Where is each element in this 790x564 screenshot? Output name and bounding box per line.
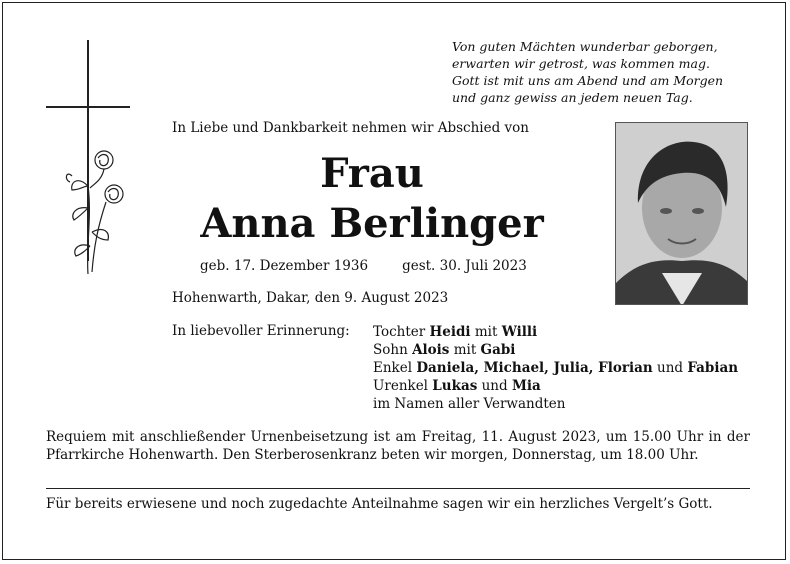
divider <box>46 488 750 489</box>
death-date: gest. 30. Juli 2023 <box>402 258 527 274</box>
life-dates <box>200 258 527 274</box>
mourner-line: Enkel Daniela, Michael, Julia, Florian und Fabian <box>373 360 739 376</box>
place-date: Hohenwarth, Dakar, den 9. August 2023 <box>172 290 449 306</box>
birth-date: geb. 17. Dezember 1936 <box>200 258 369 274</box>
memory-label: In liebevoller Erinnerung: <box>172 323 350 339</box>
mourner-line: Tochter Heidi mit Willi <box>373 324 538 340</box>
poem-quote: Von guten Mächten wunderbar geborgen, erwarten wir getrost, was kommen mag. Gott ist mit uns am Abend und am Morgen und ganz gewiss an jedem neuen Tag. <box>452 39 724 105</box>
mourners-list <box>373 323 738 413</box>
mourner-line: im Namen aller Verwandten <box>373 396 566 412</box>
mourner-line: Urenkel Lukas und Mia <box>373 378 541 394</box>
roses-icon <box>58 146 130 276</box>
deceased-name: Anna Berlinger <box>200 200 544 247</box>
intro-text: In Liebe und Dankbarkeit nehmen wir Abschied von <box>172 120 529 136</box>
mourner-line: Sohn Alois mit Gabi <box>373 342 516 358</box>
requiem-text: Requiem mit anschließender Urnenbeisetzung ist am Freitag, 11. August 2023, um 15.00 Uhr in der Pfarrkirche Hohenwarth. Den Sterberosenkranz beten wir morgen, Donnerstag, um 18.00 Uhr. <box>46 429 750 463</box>
cross-bar <box>46 106 130 108</box>
salutation: Frau <box>320 150 424 197</box>
portrait-photo <box>615 122 748 305</box>
thanks-text: Für bereits erwiesene und noch zugedachte Anteilnahme sagen wir ein herzliches Vergelt’s Gott. <box>46 496 713 512</box>
portrait-image <box>616 123 748 305</box>
